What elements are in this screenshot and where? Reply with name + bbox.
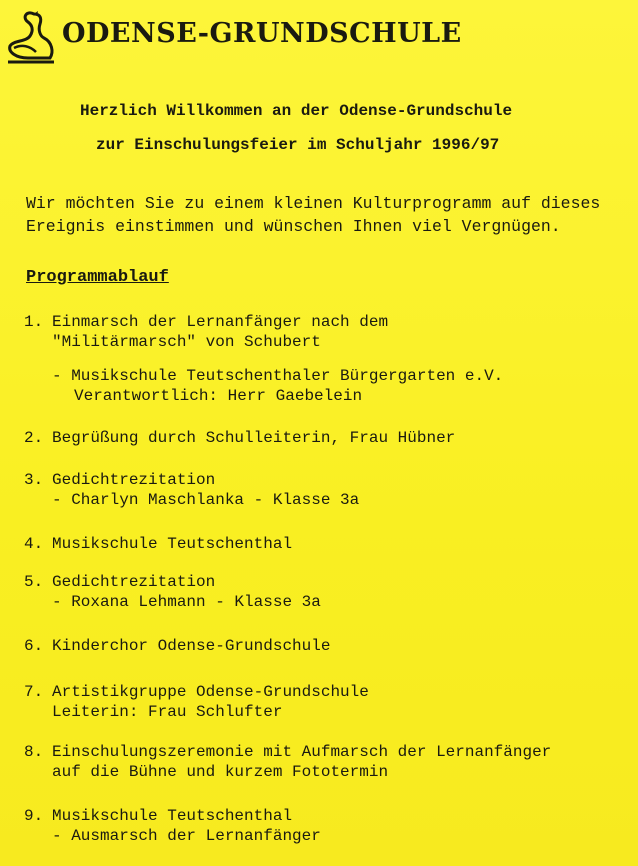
item-line: Einschulungszeremonie mit Aufmarsch der Lernanfänger (52, 743, 552, 761)
item-sub-line: Verantwortlich: Herr Gaebelein (74, 387, 363, 405)
item-line: Gedichtrezitation (52, 573, 216, 591)
intro-line-2: Ereignis einstimmen und wünschen Ihnen viel Vergnügen. (26, 217, 561, 236)
program-item-7 (24, 682, 369, 722)
item-number: 9. (24, 807, 44, 825)
program-item-6 (24, 636, 330, 656)
program-item-8 (24, 742, 551, 782)
item-number: 4. (24, 535, 44, 553)
item-line: - Roxana Lehmann - Klasse 3a (52, 593, 321, 611)
item-line: Kinderchor Odense-Grundschule (52, 637, 331, 655)
program-item-5 (24, 572, 321, 612)
program-heading: Programmablauf (26, 268, 169, 287)
program-item-2 (24, 428, 455, 448)
welcome-line-1: Herzlich Willkommen an der Odense-Grundschule (80, 102, 513, 120)
swan-logo-icon (4, 8, 58, 68)
item-sub-line: - Musikschule Teutschenthaler Bürgergarten e.V. (52, 367, 504, 385)
item-number: 5. (24, 573, 44, 591)
school-title: ODENSE-GRUNDSCHULE (62, 18, 462, 49)
item-line: - Charlyn Maschlanka - Klasse 3a (52, 491, 360, 509)
item-line: Leiterin: Frau Schlufter (52, 703, 283, 721)
item-number: 7. (24, 683, 44, 701)
item-line: "Militärmarsch" von Schubert (52, 333, 321, 351)
program-item-4 (24, 534, 292, 554)
intro-text (26, 192, 600, 238)
item-number: 3. (24, 471, 44, 489)
item-line: auf die Bühne und kurzem Fototermin (52, 763, 389, 781)
item-line: Gedichtrezitation (52, 471, 216, 489)
item-line: Musikschule Teutschenthal (52, 535, 293, 553)
program-item-9 (24, 806, 321, 846)
item-line: - Ausmarsch der Lernanfänger (52, 827, 321, 845)
item-line: Begrüßung durch Schulleiterin, Frau Hübner (52, 429, 456, 447)
item-line: Einmarsch der Lernanfänger nach dem (52, 313, 389, 331)
item-number: 8. (24, 743, 44, 761)
intro-line-1: Wir möchten Sie zu einem kleinen Kulturprogramm auf dieses (26, 194, 601, 213)
item-line: Musikschule Teutschenthal (52, 807, 293, 825)
welcome-line-2: zur Einschulungsfeier im Schuljahr 1996/97 (96, 136, 500, 154)
item-number: 6. (24, 637, 44, 655)
program-item-3 (24, 470, 359, 510)
item-line: Artistikgruppe Odense-Grundschule (52, 683, 369, 701)
item-number: 2. (24, 429, 44, 447)
program-item-1 (24, 312, 503, 406)
item-number: 1. (24, 313, 44, 331)
